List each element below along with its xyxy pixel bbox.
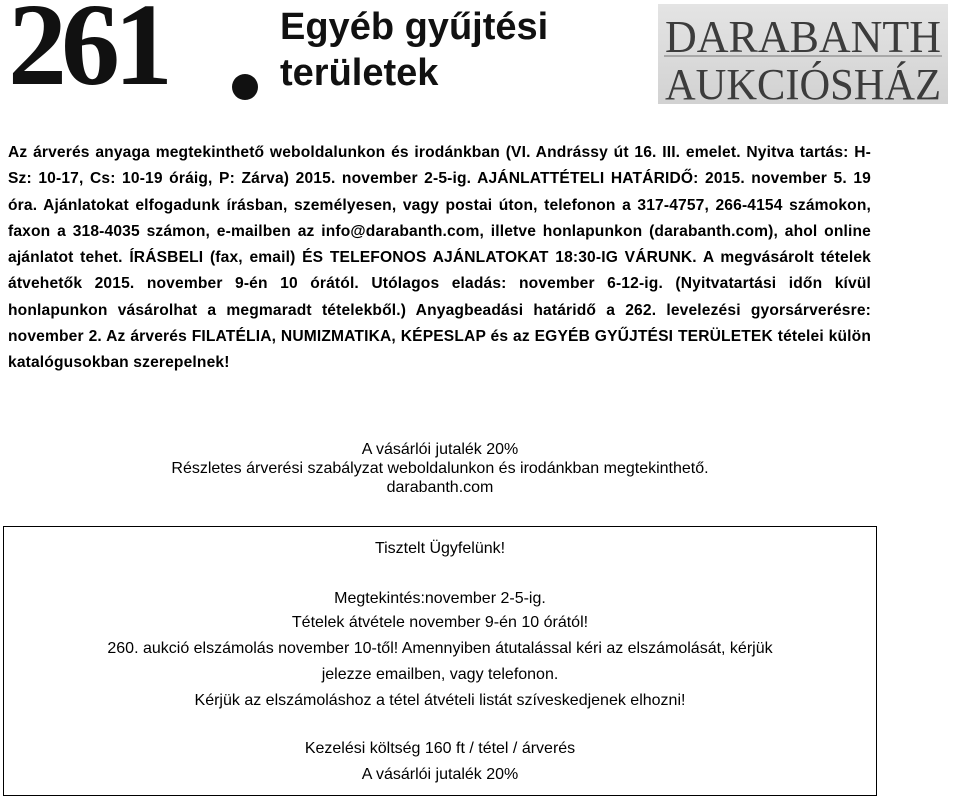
logo-line-2: AUKCIÓSHÁZ bbox=[665, 60, 941, 104]
notice-bring-list: Kérjük az elszámoláshoz a tétel átvételi listát szíveskedjenek elhozni! bbox=[194, 692, 686, 709]
rules-note: Részletes árverési szabályzat weboldalunkon és irodánkban megtekinthető. bbox=[171, 460, 709, 477]
section-title bbox=[280, 4, 548, 96]
consignment-deadline: Anyagbeadási határidő a 262. levelezési gyorsárverésre: november 2. bbox=[8, 301, 871, 346]
section-title-line-1: Egyéb gyűjtési bbox=[280, 6, 549, 48]
section-title-line-2: területek bbox=[280, 52, 439, 94]
bid-methods: Ajánlatokat elfogadunk írásban, személyesen, vagy postai úton, telefonon a 317-4757, 266-4154 számokon, faxon a 318-4035 számon, e-mailben az info@darabanth.com, illetve honlapunkon (darabanth.com), ahol online ajánlatot tehet. bbox=[8, 196, 872, 267]
customer-notice-box bbox=[3, 526, 877, 796]
auction-info-paragraph bbox=[8, 140, 871, 377]
notice-buyer-fee: A vásárlói jutalék 20% bbox=[361, 766, 519, 783]
after-sale-info: (Nyitvatartási időn kívül honlapunkon vásárolhat a megmaradt tételekből.) bbox=[8, 275, 871, 319]
notice-handling-fee: Kezelési költség 160 ft / tétel / árverés bbox=[304, 740, 576, 757]
page-header bbox=[0, 0, 959, 120]
lot-number: 261 bbox=[8, 0, 167, 110]
catalog-note: Az árverés FILATÉLIA, NUMIZMATIKA, KÉPESLAP és az EGYÉB GYŰJTÉSI TERÜLETEK tételei külön katalógusokban szerepelnek! bbox=[8, 328, 872, 372]
darabanth-logo bbox=[658, 4, 948, 104]
website-text: darabanth.com bbox=[386, 479, 494, 496]
lot-number-dot bbox=[232, 74, 258, 100]
notice-pickup: Tételek átvétele november 9-én 10 órától! bbox=[291, 614, 589, 631]
notice-greeting: Tisztelt Ügyfelünk! bbox=[374, 540, 506, 557]
notice-viewing: Megtekintés:november 2-5-ig. bbox=[334, 590, 546, 607]
pickup-info: A megvásárolt tételek átvehetők 2015. november 9-én 10 órától. Utólagos eladás: november 6-12-ig. bbox=[8, 249, 871, 293]
fee-info bbox=[0, 440, 880, 497]
viewing-info: Az árverés anyaga megtekinthető weboldalunkon és irodánkban (VI. Andrássy út 16. III. emelet. Nyitva tartás: H-Sz: 10-17, Cs: 10-19 óráig, P: Zárva) 2015. november 2-5-ig. AJÁNLATTÉTELI HATÁRIDŐ: 2015. november 5. 19 óra. bbox=[8, 144, 871, 214]
logo-line-1: DARABANTH bbox=[665, 11, 941, 62]
notice-settlement-line-1: 260. aukció elszámolás november 10-től! Amennyiben átutalással kéri az elszámolását, kérjük bbox=[107, 640, 773, 657]
buyer-fee: A vásárlói jutalék 20% bbox=[361, 441, 519, 458]
bid-deadline: ÍRÁSBELI (fax, email) ÉS TELEFONOS AJÁNLATOKAT 18:30-IG VÁRUNK. bbox=[129, 249, 697, 267]
notice-settlement-line-2: jelezze emailben, vagy telefonon. bbox=[321, 666, 559, 683]
